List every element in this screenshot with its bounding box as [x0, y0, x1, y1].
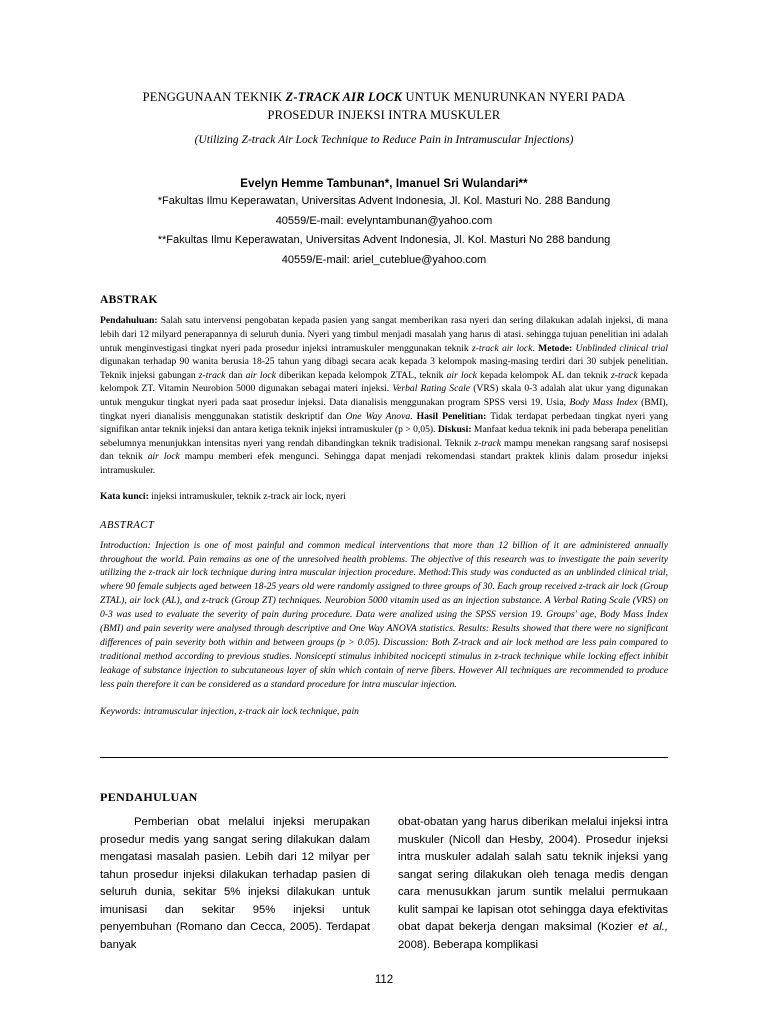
- abstrak-label-diskusi: Diskusi:: [437, 424, 472, 436]
- abstract-en-heading: ABSTRACT: [100, 519, 155, 531]
- abstrak-text-diskusi: Manfaat kedua teknik ini pada beberapa penelitian sebelumnya menunjukkan intensitas nyeri yang rendah dibandingkan teknik tradisional. Teknik: [100, 424, 668, 449]
- body-column-right: [398, 814, 668, 954]
- abstrak-ital-unblinded: Unblinded clinical trial: [572, 342, 668, 354]
- paper-content: [100, 88, 668, 717]
- body-right-text-2: 2008). Beberapa komplikasi: [398, 938, 539, 951]
- author-names: Evelyn Hemme Tambunan*, Imanuel Sri Wulandari**: [240, 178, 528, 191]
- author-affiliation-2: **Fakultas Ilmu Keperawatan, Universitas Advent Indonesia, Jl. Kol. Masturi No 288 bandung: [157, 234, 611, 247]
- abstrak-text-metode-3: diberikan kepada kelompok ZTAL, teknik: [275, 369, 447, 381]
- abstrak-text-metode-8: .: [410, 410, 417, 422]
- paper-title-line-1: [100, 88, 668, 106]
- body-paragraph-left: Pemberian obat melalui injeksi merupakan prosedur medis yang sangat sering dilakukan dalam mengatasi masalah pasien. Lebih dari 12 milyar per tahun prosedur injeksi dilakukan terhadap pasien di seluruh dunia, sekitar 5% injeksi dilakukan untuk imunisasi dan sekitar 95% injeksi untuk penyembuhan (Romano dan Cecca, 2005). Terdapat banyak: [100, 816, 370, 951]
- kata-kunci: [100, 491, 668, 502]
- abstrak-ital-vrs: Verbal Rating Scale: [392, 383, 471, 395]
- pendahuluan-heading: PENDAHULUAN: [100, 790, 198, 804]
- abstrak-text-diskusi-3: mampu memberi efek mengunci. Sehingga dapat menjadi rekomendasi standart praktek klinis dalam prosedur injeksi intramuskuler.: [100, 451, 668, 477]
- keywords-en: [100, 706, 668, 717]
- body-columns: [100, 814, 668, 954]
- author-block: [100, 178, 668, 268]
- abstrak-heading: ABSTRAK: [100, 294, 158, 307]
- abstrak-text-metode-5: kepada kelompok ZT. Vitamin Neurobion 5000 digunakan sebagai materi injeksi.: [100, 369, 668, 395]
- abstrak-ital-ztrack-1: z-track air lock: [472, 342, 533, 354]
- body-paragraph-right: [398, 814, 668, 954]
- abstract-en-body: [100, 539, 668, 692]
- keywords-en-label: Keywords:: [100, 705, 142, 717]
- abstrak-text-metode-6: (VRS) skala 0-3 adalah alat ukur yang digunakan untuk mengukur tingkat nyeri pada saat prosedur injeksi. Data dianalisis menggunakan program SPSS versi 19. Usia,: [100, 383, 668, 408]
- paper-title-line-2: PROSEDUR INJEKSI INTRA MUSKULER: [267, 108, 501, 123]
- abstrak-ital-ztrack-4: z-track: [474, 437, 502, 449]
- abstract-en-text: Injection is one of most painful and common medical interventions that more than 12 billion of it are administered annually throughout the world. Pain remains as one of the unresolved health problems. The objective of this research was to investigate the pain severity utilizing the z-track air lock technique during intra muscular injection procedure. Method:This study was conducted as an unblinded clinical trial, where 90 female subjects aged between 18-25 years old were randomly assigned to three groups of 30. Each group received z-track air lock (Group ZTAL), air lock (AL), and z-track (Group ZT) techniques. Neurobion 5000 vitamin used as an injection substance. A Verbal Rating Scale (VRS) on 0-3 was used to evaluate the severity of pain during procedure. Data were analized using the SPSS version 19. Groups' age, Body Mass Index (BMI) and pain severity were analysed through descriptive and One Way ANOVA statistics. Results: Results showed that there were no significant differences of pain severity both within and between groups (p > 0.05). Discussion: Both Z-track and air lock method are less pain compared to traditional method according to previous studies. Nonsicepti stimulus inhibited nocicepti stimulus in z-track technique while locking effect inhibit leakage of substance injection to subcutaneous layer of skin which contain of nerve fibers. However All techniques are recommended to produce less pain therefore it can be considered as a standard procedure for intra muscular injection.: [100, 539, 668, 690]
- abstrak-label-pendahuluan: Pendahuluan:: [100, 315, 158, 327]
- paper-subtitle: (Utilizing Z-track Air Lock Technique to Reduce Pain in Intramuscular Injections): [194, 134, 574, 147]
- abstrak-text-diskusi-2: mampu menekan rangsang saraf nosisepsi dan teknik: [100, 437, 668, 463]
- title-part-pre: PENGGUNAAN TEKNIK: [142, 90, 286, 104]
- section-divider: [100, 757, 668, 758]
- author-affiliation-1: *Fakultas Ilmu Keperawatan, Universitas Advent Indonesia, Jl. Kol. Masturi No. 288 Bandung: [157, 195, 611, 208]
- abstrak-ital-ztrack-3: z-track: [611, 369, 638, 381]
- abstrak-text-pendahuluan-end: .: [532, 342, 535, 354]
- kata-kunci-label: Kata kunci:: [100, 490, 149, 502]
- abstrak-label-hasil: Hasil Penelitian:: [416, 410, 487, 422]
- title-part-post: UNTUK MENURUNKAN NYERI PADA: [402, 90, 626, 104]
- abstrak-ital-ztrack-2: z-track: [198, 369, 226, 381]
- abstrak-text-metode-4: kepada kelompok AL dan teknik: [476, 369, 612, 381]
- abstrak-ital-bmi: Body Mass Index: [569, 397, 638, 408]
- abstrak-ital-airlock-2: air lock: [446, 369, 477, 381]
- kata-kunci-text: injeksi intramuskuler, teknik z-track air lock, nyeri: [148, 490, 346, 502]
- abstrak-ital-airlock-1: air lock: [245, 369, 276, 381]
- abstrak-body: [100, 314, 668, 477]
- keywords-en-text: intramuscular injection, z-track air lock technique, pain: [141, 705, 359, 717]
- abstrak-ital-anova: One Way Anova: [345, 410, 411, 422]
- title-block: [100, 88, 668, 148]
- author-email-2: 40559/E-mail: ariel_cuteblue@yahoo.com: [281, 253, 487, 266]
- abstrak-label-metode: Metode:: [538, 342, 573, 354]
- abstrak-text-pendahuluan: Salah satu intervensi pengobatan kepada pasien yang sangat memberikan rasa nyeri dan sering dilakukan adalah injeksi, di mana lebih dari 12 milyard penerapannya di seluruh dunia. Nyeri yang timbul menjadi masalah yang harus di atasi. sehingga tujuan penelitian ini adalah untuk menginvestigasi tingkat nyeri pada prosedur injeksi intramuskuler menggunakan teknik: [100, 315, 668, 354]
- abstrak-text-hasil: Tidak terdapat perbedaan tingkat nyeri yang signifikan antar teknik injeksi dan antara ketiga teknik injeksi intramuskuler (p > 0,05).: [100, 410, 669, 436]
- abstrak-ital-airlock-3: air lock: [147, 451, 180, 463]
- abstract-en-label-intro: Introduction:: [100, 539, 151, 551]
- author-email-1: 40559/E-mail: evelyntambunan@yahoo.com: [275, 214, 493, 227]
- title-part-italic: Z-TRACK AIR LOCK: [285, 90, 403, 104]
- body-right-ital-etal: et al.,: [638, 921, 668, 933]
- body-column-left: [100, 814, 370, 954]
- abstrak-text-metode-2: dan: [225, 369, 246, 381]
- body-right-text-1: obat-obatan yang harus diberikan melalui injeksi intra muskuler (Nicoll dan Hesby, 2004). Prosedur injeksi intra muskuler adalah salah satu teknik injeksi yang sangat sering dilakukan oleh tenaga medis dengan cara menusukkan jarum suntik melalui permukaan kulit sampai ke lapisan otot sehingga daya efektivitas obat dapat bekerja dengan maksimal (Kozier: [398, 816, 668, 933]
- abstrak-text-metode-7: (BMI), tingkat nyeri dianalisis menggunakan statistik deskriptif dan: [100, 397, 668, 422]
- abstrak-text-metode: digunakan terhadap 90 wanita berusia 18-25 tahun yang dibagi secara acak kepada 3 kelompok masing-masing terdiri dari 30 subjek penelitian. Teknik injeksi gabungan: [100, 356, 668, 381]
- page-number: 112: [374, 974, 394, 986]
